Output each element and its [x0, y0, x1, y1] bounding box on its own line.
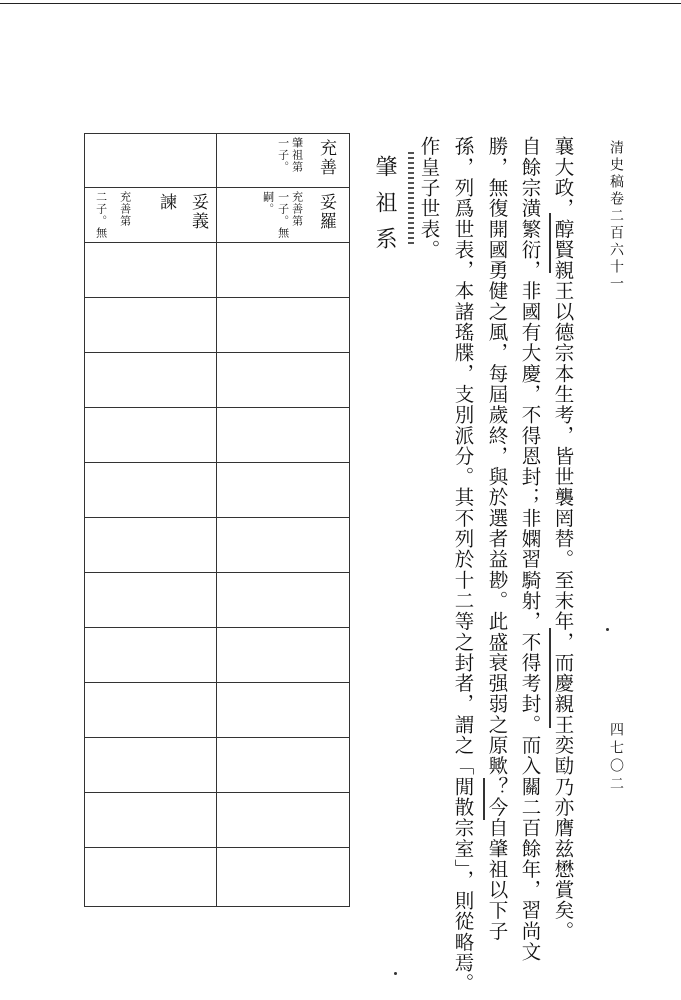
body-line-3: 勝，無復開國勇健之風，每屆歲終，與於選者益尠。此盛衰强弱之原歟？今自肇祖以下子	[485, 136, 509, 942]
entry-name-tuoyi: 妥義	[188, 193, 208, 231]
table-rule	[84, 906, 350, 907]
body-line-2: 自餘宗潢繁衍，非國有大慶，不得恩封；非嫻習騎射，不得考封。而入關二百餘年，習尚文	[518, 136, 542, 962]
entry-note: 嗣。	[261, 191, 275, 215]
table-rule	[84, 792, 350, 793]
entry-note: 一子。	[276, 137, 290, 173]
entry-note: 充善第	[290, 191, 304, 227]
table-rule-vertical	[216, 133, 217, 907]
body-line-4: 孫，列爲世表，本諸瑤牒，支別派分。其不列於十二等之封者，謂之「閒散宗室」，則從略焉。	[451, 136, 475, 994]
table-rule	[84, 297, 350, 298]
name-mark-zhaozu	[483, 778, 485, 820]
section-title: 肇祖系	[372, 155, 397, 263]
table-rule	[84, 242, 350, 243]
table-rule	[84, 133, 350, 134]
table-rule	[84, 572, 350, 573]
entry-name-tuoluo: 妥羅	[316, 193, 336, 231]
ink-speck	[606, 628, 609, 631]
entry-note: 一子。無	[276, 191, 290, 239]
genealogy-table	[84, 133, 350, 907]
body-line-1: 襄大政，醇賢親王以德宗本生考，皆世襲罔替。至末年，而慶親王奕劻乃亦膺兹懋賞矣。	[551, 136, 575, 942]
table-rule	[84, 737, 350, 738]
book-title-wavy-mark	[408, 152, 414, 244]
page-number: 四七〇二	[608, 722, 624, 794]
table-rule-vertical	[349, 133, 350, 907]
table-rule	[84, 682, 350, 683]
ink-speck	[394, 972, 397, 975]
entry-name-jian: 諫	[156, 193, 176, 212]
body-line-5: 作皇子世表。	[417, 136, 441, 260]
entry-note: 二子。無	[94, 191, 108, 239]
entry-note: 充善第	[118, 191, 132, 227]
entry-note: 肇祖第	[290, 137, 304, 173]
entry-name-chongshan: 充善	[316, 139, 336, 177]
name-mark-chunxian	[549, 213, 551, 273]
name-mark-qing	[549, 628, 551, 728]
table-rule-vertical	[84, 133, 85, 907]
page-top-rule	[0, 3, 681, 4]
table-rule	[84, 847, 350, 848]
running-header-title: 清史稿卷二百六十一	[608, 140, 624, 293]
table-rule	[84, 407, 350, 408]
table-rule	[84, 187, 350, 188]
table-rule	[84, 517, 350, 518]
table-rule	[84, 627, 350, 628]
table-rule	[84, 352, 350, 353]
table-rule	[84, 462, 350, 463]
